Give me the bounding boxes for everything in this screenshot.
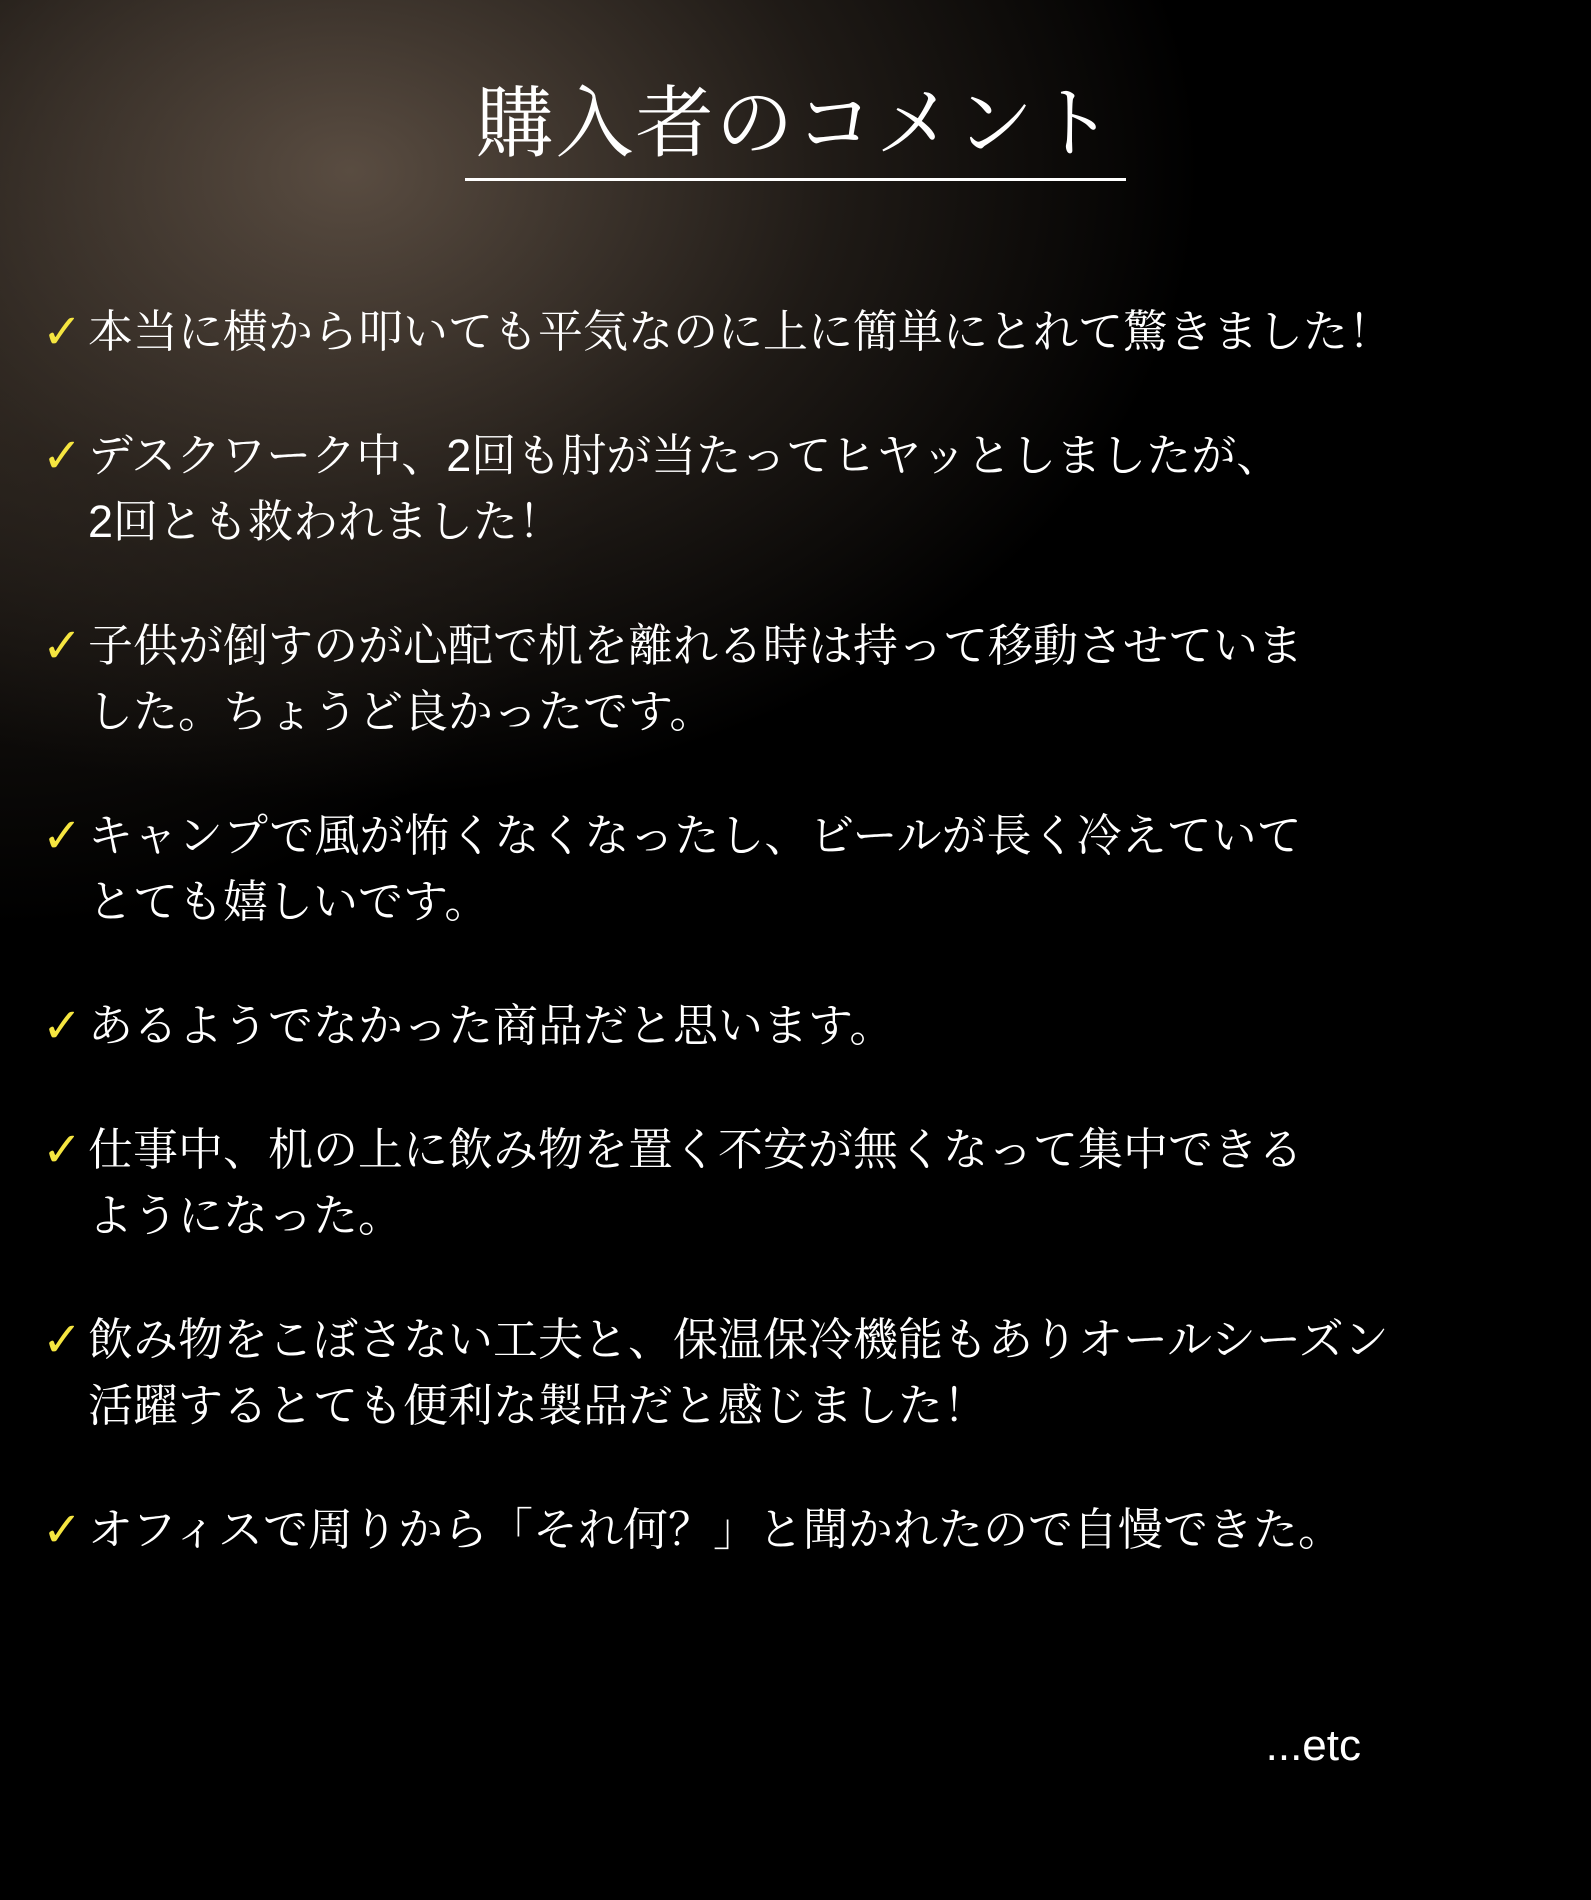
- comment-item: [42, 299, 1561, 365]
- comment-line: デスクワーク中、2回も肘が当たってヒヤッとしましたが、: [88, 430, 1282, 481]
- comment-text: [88, 423, 1281, 555]
- comment-text: [88, 803, 1302, 935]
- comment-line: 活躍するとても便利な製品だと感じました！: [88, 1380, 989, 1431]
- comment-text: [88, 1497, 1343, 1563]
- comment-line: ようになった。: [88, 1190, 404, 1241]
- page-title: 購入者のコメント: [465, 84, 1125, 181]
- checkmark-icon: ✓: [42, 1504, 83, 1557]
- comment-line: オフィスで周りから「それ何？」と聞かれたので自慢できた。: [88, 1504, 1344, 1555]
- comment-item: [42, 1117, 1561, 1249]
- checkmark-icon: ✓: [42, 430, 83, 483]
- page-title-wrap: [0, 79, 1591, 181]
- comment-item: [42, 613, 1561, 745]
- checkmark-icon: ✓: [42, 620, 83, 673]
- comment-line: あるようでなかった商品だと思います。: [88, 1000, 895, 1051]
- comments-list: [0, 299, 1591, 1563]
- comment-line: 本当に横から叩いても平気なのに上に簡単にとれて驚きました！: [88, 306, 1394, 357]
- comment-line: 子供が倒すのが心配で机を離れる時は持って移動させていま: [88, 620, 1304, 671]
- comment-text: [88, 299, 1393, 365]
- checkmark-icon: ✓: [42, 306, 83, 359]
- checkmark-icon: ✓: [42, 810, 83, 863]
- etc-label: ...etc: [1265, 1721, 1361, 1770]
- checkmark-icon: ✓: [42, 1124, 83, 1177]
- comment-line: キャンプで風が怖くなくなったし、ビールが長く冷えていて: [88, 810, 1302, 861]
- comment-item: [42, 803, 1561, 935]
- checkmark-icon: ✓: [42, 1000, 83, 1053]
- comment-line: 仕事中、机の上に飲み物を置く不安が無くなって集中できる: [88, 1124, 1304, 1175]
- comment-line: 2回とも救われました！: [88, 496, 564, 547]
- comment-line: 飲み物をこぼさない工夫と、保温保冷機能もありオールシーズン: [88, 1314, 1389, 1365]
- comment-item: [42, 423, 1561, 555]
- comment-item: [42, 1307, 1561, 1439]
- comment-text: [88, 613, 1303, 745]
- comment-item: [42, 993, 1561, 1059]
- comment-line: した。ちょうど良かったです。: [88, 686, 715, 737]
- comment-text: [88, 1117, 1303, 1249]
- comment-item: [42, 1497, 1561, 1563]
- checkmark-icon: ✓: [42, 1314, 83, 1367]
- comment-line: とても嬉しいです。: [88, 876, 490, 927]
- comment-text: [88, 1307, 1389, 1439]
- comment-text: [88, 993, 894, 1059]
